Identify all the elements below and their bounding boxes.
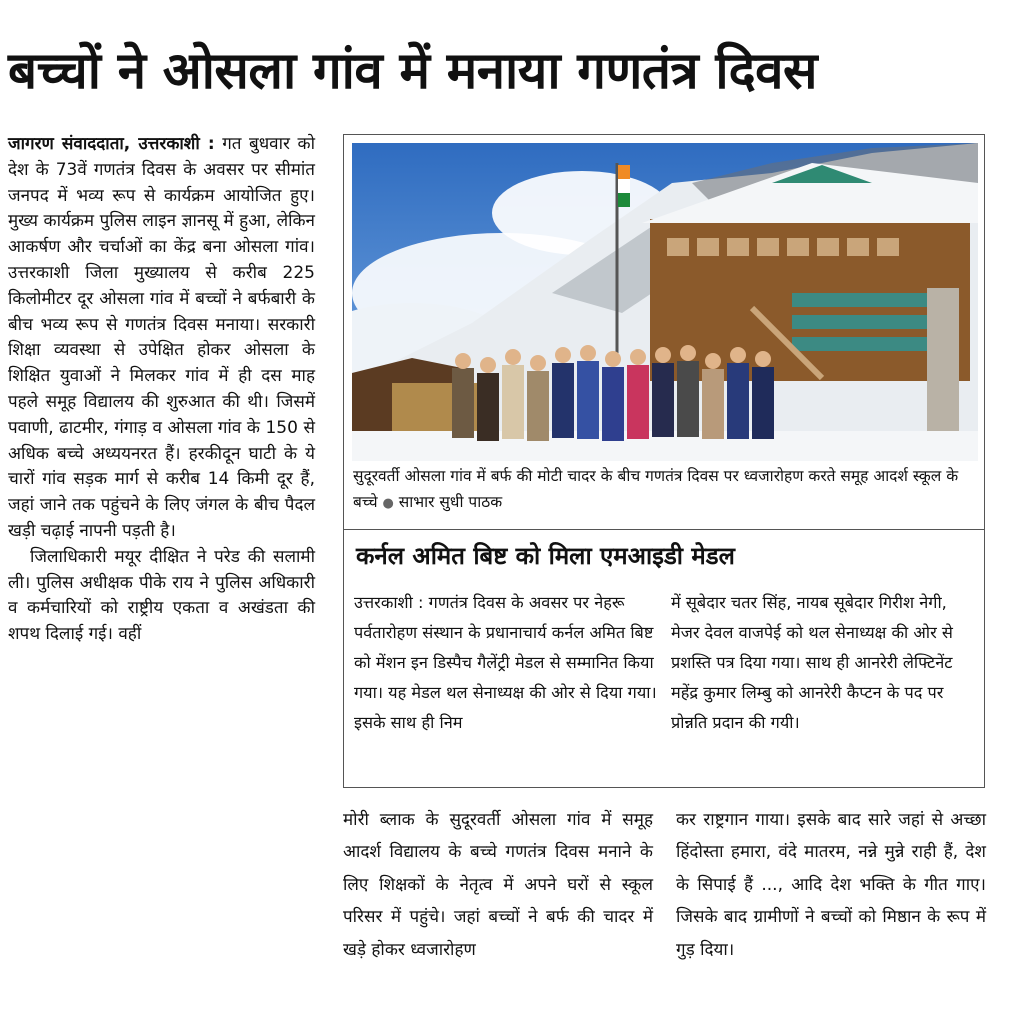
caption-text: सुदूरवर्ती ओसला गांव में बर्फ की मोटी चादर के बीच गणतंत्र दिवस पर ध्वजारोहण करते समूह आदर्श स्कूल के बच्चे xyxy=(353,467,959,511)
sub-article-title: कर्नल अमित बिष्ट को मिला एमआइडी मेडल xyxy=(356,542,735,570)
main-article-continuation-1: मोरी ब्लाक के सुदूरवर्ती ओसला गांव में समूह आदर्श विद्यालय के बच्चे गणतंत्र दिवस मनाने के लिए शिक्षकों के नेतृत्व में अपने घरों से स्कूल परिसर में पहुंचे। जहां बच्चों ने बर्फ की चादर में खड़े होकर ध्वजारोहण xyxy=(343,810,653,960)
photo-caption xyxy=(353,463,977,517)
main-article-continuation-2: कर राष्ट्रगान गाया। इसके बाद सारे जहां से अच्छा हिंदोस्ता हमारा, वंदे मातरम, नन्ने मुन्ने राही हैं, देश के सिपाई हैं ..., आदि देश भक्ति के गीत गाए। जिसके बाद ग्रामीणों ने बच्चों को मिष्ठान के रूप में गुड़ दिया। xyxy=(676,810,986,960)
photo-box xyxy=(343,134,985,530)
main-article-paragraph-1 xyxy=(8,132,315,545)
news-photo xyxy=(352,143,978,461)
byline: जागरण संवाददाता, उत्तरकाशी : xyxy=(8,134,215,154)
photo-credit: साभार सुधी पाठक xyxy=(398,493,503,511)
sub-article-column-1: उत्तरकाशी : गणतंत्र दिवस के अवसर पर नेहरू पर्वतारोहण संस्थान के प्रधानाचार्य कर्नल अमित बिष्ट को मेंशन इन डिस्पैच गैलेंट्री मेडल से सम्मानित किया गया। यह मेडल थल सेनाध्यक्ष की ओर से दिया गया। इसके साथ ही निम xyxy=(354,593,657,732)
bullet-dot-icon: ● xyxy=(382,496,394,511)
main-article-paragraph-2: जिलाधिकारी मयूर दीक्षित ने परेड की सलामी ली। पुलिस अधीक्षक पीके राय ने पुलिस अधिकारी व कर्मचारियों को राष्ट्रीय एकता व अखंडता की शपथ दिलाई गई। वहीं xyxy=(8,546,315,645)
headline: बच्चों ने ओसला गांव में मनाया गणतंत्र दिवस xyxy=(8,42,817,101)
sub-article-box xyxy=(343,530,985,788)
main-article-column xyxy=(8,132,315,648)
sub-article-column-2: में सूबेदार चतर सिंह, नायब सूबेदार गिरीश नेगी, मेजर देवल वाजपेई को थल सेनाध्यक्ष की ओर से प्रशस्ति पत्र दिया गया। साथ ही आनरेरी लेफ्टिनेंट महेंद्र कुमार लिम्बु को आनरेरी कैप्टन के पद पर प्रोन्नति प्रदान की गयी। xyxy=(671,593,953,732)
paragraph-1-text: गत बुधवार को देश के 73वें गणतंत्र दिवस के अवसर पर सीमांत जनपद में भव्य रूप से कार्यक्रम आयोजित हुए। मुख्य कार्यक्रम पुलिस लाइन ज्ञानसू में हुआ, लेकिन आकर्षण और चर्चाओं का केंद्र बना ओसला गांव। उत्तरकाशी जिला मुख्यालय से करीब 225 किलोमीटर दूर ओसला गांव में बच्चों ने बर्फबारी के बीच भव्य रूप से गणतंत्र दिवस मनाया। सरकारी शिक्षा व्यवस्था से उपेक्षित होकर ओसला के शिक्षित युवाओं ने मिलकर गांव में ही दस माह पहले समूह विद्यालय की शुरुआत की थी। जिसमें पवाणी, ढाटमीर, गंगाड़ व ओसला गांव के 150 से अधिक बच्चे अध्ययनरत हैं। हरकीदून घाटी के ये चारों गांव सड़क मार्ग से करीब 14 किमी दूर हैं, जहां जाने तक पहुंचने के लिए जंगल के बीच पैदल खड़ी चढ़ाई नापनी पड़ती है। xyxy=(8,134,316,541)
